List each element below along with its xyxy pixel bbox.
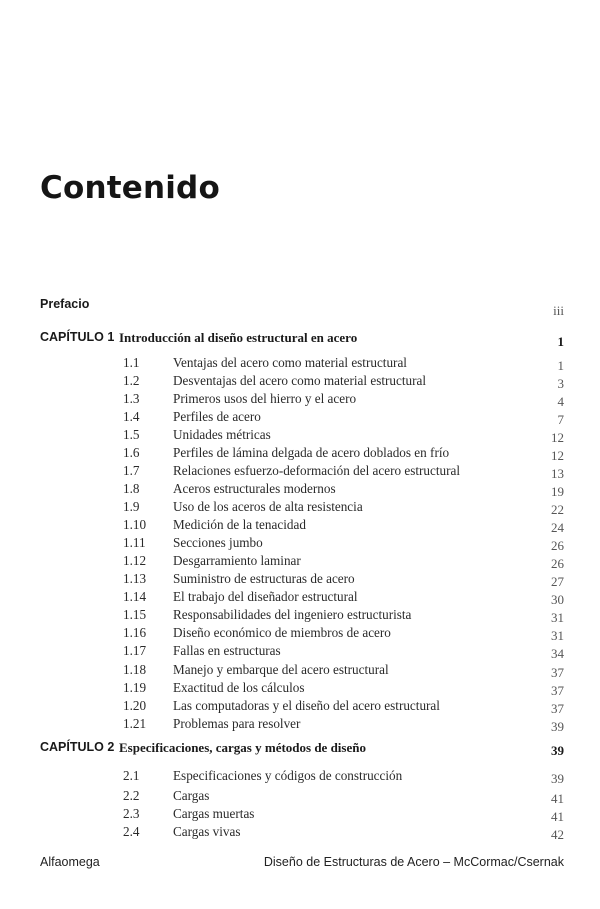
toc-entry-1-1 [0,355,600,375]
section-page: 41 [551,791,564,806]
section-title: Fallas en estructuras [173,643,281,658]
section-title: Unidades métricas [173,427,271,442]
section-title: Cargas vivas [173,824,241,839]
toc-entry-1-20 [0,698,600,718]
toc-entry-2-4 [0,824,600,844]
toc-entry-1-7 [0,463,600,483]
section-page: 27 [551,574,564,589]
section-title: Medición de la tenacidad [173,517,306,532]
toc-entry-1-18 [0,662,600,682]
toc-entry-1-9 [0,499,600,519]
section-number: 1.18 [123,662,147,677]
section-page: 1 [557,358,564,373]
section-page: 31 [551,628,564,643]
section-number: 1.16 [123,625,147,640]
section-title: Aceros estructurales modernos [173,481,336,496]
section-page: 41 [551,809,564,824]
section-page: 22 [551,502,564,517]
toc-entry-1-17 [0,643,600,663]
section-number: 1.9 [123,499,140,514]
chapter-1-title: Introducción al diseño estructural en acero [119,330,358,345]
section-number: 1.17 [123,643,147,658]
toc-entry-2-1 [0,768,600,788]
section-title: Desgarramiento laminar [173,553,301,568]
section-page: 26 [551,538,564,553]
toc-entry-1-19 [0,680,600,700]
section-page: 39 [551,771,564,786]
section-number: 1.20 [123,698,147,713]
toc-entry-1-14 [0,589,600,609]
section-number: 1.21 [123,716,147,731]
toc-entry-1-16 [0,625,600,645]
section-title: Cargas [173,788,210,803]
section-number: 1.10 [123,517,147,532]
toc-row-prefacio [0,297,600,317]
section-title: Perfiles de lámina delgada de acero doblados en frío [173,445,450,460]
section-number: 1.3 [123,391,140,406]
section-title: Exactitud de los cálculos [173,680,305,695]
toc-entry-1-12 [0,553,600,573]
section-title: Perfiles de acero [173,409,261,424]
section-number: 1.11 [123,535,146,550]
section-title: Relaciones esfuerzo-deformación del acero estructural [173,463,461,478]
section-number: 1.12 [123,553,147,568]
section-page: 13 [551,466,564,481]
section-number: 1.2 [123,373,140,388]
chapter-1-heading [0,330,600,350]
toc-entry-1-13 [0,571,600,591]
section-title: Suministro de estructuras de acero [173,571,355,586]
section-number: 1.7 [123,463,140,478]
section-page: 37 [551,665,564,680]
section-page: 4 [557,394,564,409]
section-page: 19 [551,484,564,499]
section-title: Diseño económico de miembros de acero [173,625,391,640]
footer-book-title: Diseño de Estructuras de Acero – McCormac/Csernak [263,855,564,869]
toc-entry-1-6 [0,445,600,465]
section-number: 1.4 [123,409,140,424]
section-title: Responsabilidades del ingeniero estructurista [173,607,412,622]
section-page: 31 [551,610,564,625]
section-title: Secciones jumbo [173,535,263,550]
section-number: 1.19 [123,680,147,695]
section-title: El trabajo del diseñador estructural [173,589,358,604]
chapter-1-page: 1 [557,334,564,349]
section-number: 1.1 [123,355,140,370]
section-page: 37 [551,701,564,716]
prefacio-label: Prefacio [40,297,90,311]
page-title: Contenido [40,170,220,206]
prefacio-page: iii [553,303,564,318]
section-title: Las computadoras y el diseño del acero estructural [173,698,440,713]
section-number: 1.15 [123,607,147,622]
section-number: 2.3 [123,806,140,821]
toc-entry-1-5 [0,427,600,447]
section-page: 26 [551,556,564,571]
chapter-2-title: Especificaciones, cargas y métodos de diseño [119,740,366,755]
section-page: 42 [551,827,564,842]
section-number: 2.4 [123,824,140,839]
chapter-2-label: CAPÍTULO 2 [40,740,115,754]
section-page: 12 [551,448,564,463]
toc-entry-1-11 [0,535,600,555]
section-number: 1.6 [123,445,140,460]
toc-entry-1-3 [0,391,600,411]
section-page: 34 [551,646,564,661]
toc-entry-2-3 [0,806,600,826]
section-number: 2.2 [123,788,140,803]
toc-entry-1-4 [0,409,600,429]
section-page: 39 [551,719,564,734]
section-page: 7 [557,412,564,427]
section-page: 24 [551,520,564,535]
section-page: 37 [551,683,564,698]
section-number: 1.8 [123,481,140,496]
chapter-2-heading [0,740,600,760]
footer-publisher: Alfaomega [40,855,100,869]
section-page: 30 [551,592,564,607]
section-title: Uso de los aceros de alta resistencia [173,499,363,514]
toc-entry-1-8 [0,481,600,501]
chapter-2-page: 39 [551,743,564,758]
section-number: 1.13 [123,571,147,586]
section-page: 12 [551,430,564,445]
section-title: Problemas para resolver [173,716,301,731]
section-title: Ventajas del acero como material estructural [173,355,407,370]
section-number: 2.1 [123,768,140,783]
section-page: 3 [557,376,564,391]
section-number: 1.14 [123,589,147,604]
toc-entry-1-10 [0,517,600,537]
toc-entry-1-21 [0,716,600,736]
chapter-1-label: CAPÍTULO 1 [40,330,115,344]
section-title: Cargas muertas [173,806,255,821]
toc-entry-1-2 [0,373,600,393]
section-number: 1.5 [123,427,140,442]
section-title: Especificaciones y códigos de construcción [173,768,403,783]
toc-entry-2-2 [0,788,600,808]
section-title: Primeros usos del hierro y el acero [173,391,357,406]
toc-entry-1-15 [0,607,600,627]
section-title: Desventajas del acero como material estructural [173,373,427,388]
section-title: Manejo y embarque del acero estructural [173,662,389,677]
